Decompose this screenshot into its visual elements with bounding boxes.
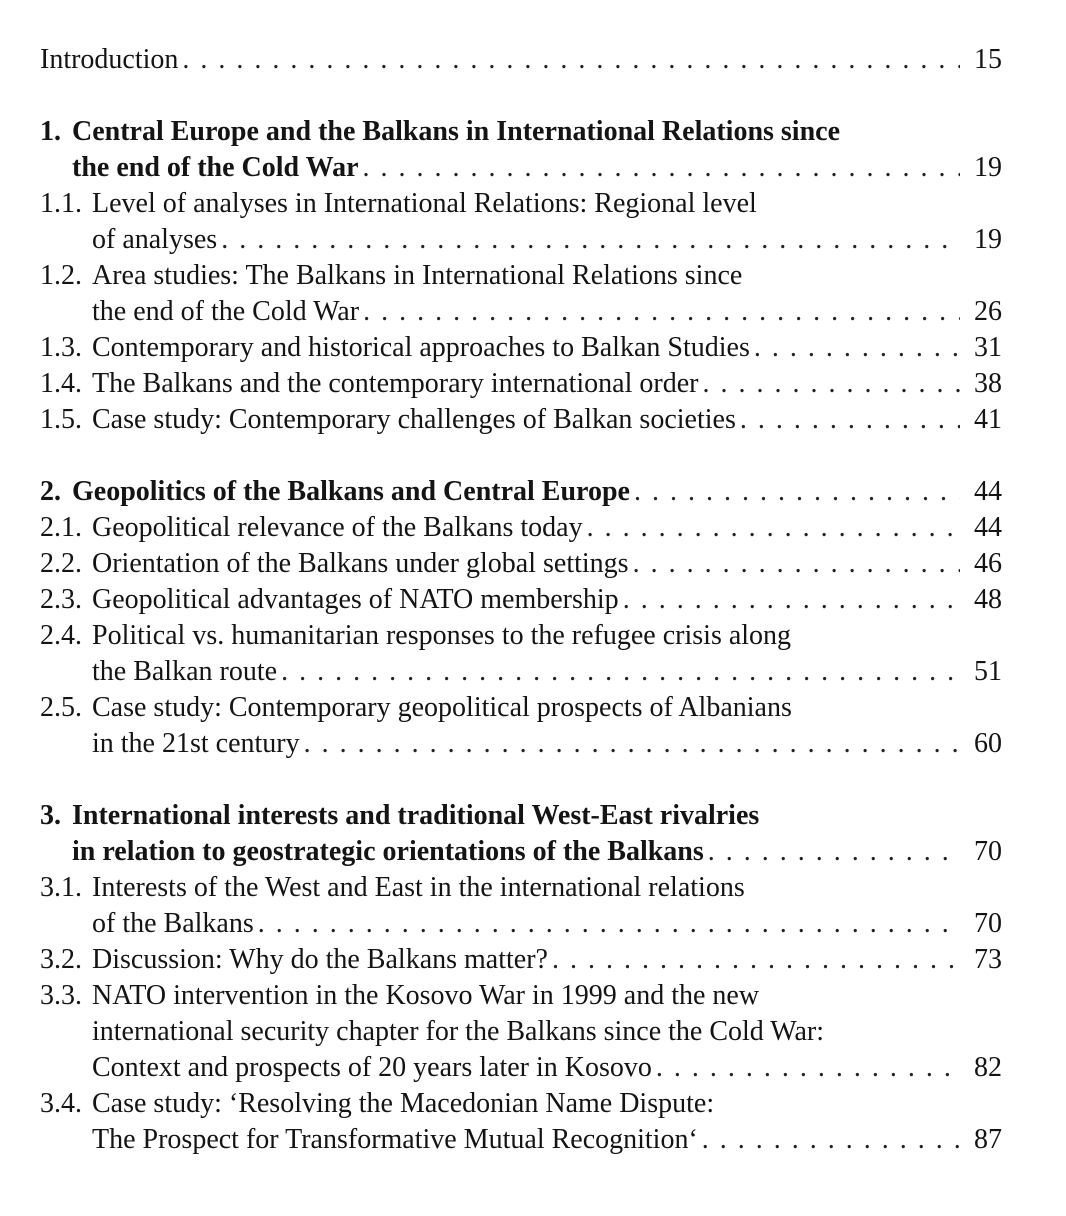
toc-section-1-3	[40, 330, 1002, 366]
toc-entry-title-line: of the Balkans	[92, 908, 254, 939]
dot-leader	[623, 582, 960, 618]
toc-page-number: 70	[974, 908, 1002, 939]
toc-section-number: 3.1.	[40, 872, 82, 903]
toc-entry-title-line: The Prospect for Transformative Mutual Recognition‘	[92, 1124, 698, 1155]
dot-leader	[754, 330, 960, 366]
toc-chapter-2	[40, 474, 1002, 510]
toc-page-number: 87	[974, 1124, 1002, 1155]
toc-entry-title-line: international security chapter for the Balkans since the Cold War:	[92, 1016, 824, 1047]
toc-page-number: 38	[974, 368, 1002, 399]
toc-section-3-4	[40, 1086, 1002, 1158]
toc-entry-title-line: Case study: Contemporary challenges of Balkan societies	[92, 404, 736, 435]
table-of-contents	[40, 42, 1002, 1158]
toc-entry-title-line: the Balkan route	[92, 656, 278, 687]
toc-section-number: 3.3.	[40, 980, 82, 1011]
toc-entry-title-line: of analyses	[92, 224, 218, 255]
dot-leader	[552, 942, 960, 978]
dot-leader	[702, 366, 960, 402]
toc-section-1-5	[40, 402, 1002, 438]
toc-section-number: 3.4.	[40, 1088, 82, 1119]
toc-section-2-1	[40, 510, 1002, 546]
toc-entry-title-line: Geopolitical relevance of the Balkans today	[92, 512, 583, 543]
toc-chapter-1	[40, 114, 1002, 186]
toc-page-number: 46	[974, 548, 1002, 579]
toc-entry-title-line: Area studies: The Balkans in International Relations since	[92, 260, 743, 291]
dot-leader	[656, 1050, 960, 1086]
toc-page-number: 15	[974, 44, 1002, 75]
toc-chapter-number: 1.	[40, 116, 61, 147]
toc-entry-title: Introduction	[40, 44, 179, 75]
toc-section-number: 1.1.	[40, 188, 82, 219]
toc-entry-title-line: the end of the Cold War	[72, 152, 359, 183]
toc-page-number: 60	[974, 728, 1002, 759]
toc-section-number: 2.2.	[40, 548, 82, 579]
toc-section-2-2	[40, 546, 1002, 582]
toc-entry-title-line: Contemporary and historical approaches to Balkan Studies	[92, 332, 750, 363]
toc-page-number: 51	[974, 656, 1002, 687]
toc-page-number: 48	[974, 584, 1002, 615]
toc-page-number: 82	[974, 1052, 1002, 1083]
toc-section-1-1	[40, 186, 1002, 258]
dot-leader	[363, 150, 961, 186]
toc-entry-title-line: Interests of the West and East in the international relations	[92, 872, 745, 903]
toc-chapter-number: 2.	[40, 476, 61, 507]
toc-section-number: 2.3.	[40, 584, 82, 615]
dot-leader	[363, 294, 960, 330]
toc-section-2-5	[40, 690, 1002, 762]
toc-chapter-number: 3.	[40, 800, 61, 831]
toc-entry-title-line: Case study: Contemporary geopolitical prospects of Albanians	[92, 692, 792, 723]
toc-chapter-3	[40, 798, 1002, 870]
toc-entry-title-line: NATO intervention in the Kosovo War in 1999 and the new	[92, 980, 760, 1011]
toc-page-number: 70	[974, 836, 1002, 867]
toc-page-number: 31	[974, 332, 1002, 363]
toc-section-3-3	[40, 978, 1002, 1086]
toc-entry-title-line: International interests and traditional West-East rivalries	[72, 800, 760, 831]
dot-leader	[708, 834, 960, 870]
toc-section-number: 1.4.	[40, 368, 82, 399]
dot-leader	[740, 402, 960, 438]
toc-section-number: 2.4.	[40, 620, 82, 651]
toc-entry-title-line: in relation to geostrategic orientations of the Balkans	[72, 836, 704, 867]
toc-section-1-4	[40, 366, 1002, 402]
toc-section-number: 2.1.	[40, 512, 82, 543]
dot-leader	[258, 906, 960, 942]
toc-entry-title-line: The Balkans and the contemporary international order	[92, 368, 699, 399]
toc-section-2-4	[40, 618, 1002, 690]
toc-section-3-2	[40, 942, 1002, 978]
dot-leader	[281, 654, 960, 690]
toc-entry-title-line: Case study: ‘Resolving the Macedonian Name Dispute:	[92, 1088, 715, 1119]
dot-leader	[304, 726, 960, 762]
toc-section-number: 1.3.	[40, 332, 82, 363]
toc-entry-title-line: Geopolitics of the Balkans and Central Europe	[72, 476, 630, 507]
dot-leader	[587, 510, 960, 546]
toc-section-number: 1.2.	[40, 260, 82, 291]
toc-entry-title-line: Orientation of the Balkans under global settings	[92, 548, 629, 579]
toc-entry-title-line: Geopolitical advantages of NATO membership	[92, 584, 619, 615]
toc-page-number: 44	[974, 476, 1002, 507]
toc-page-number: 44	[974, 512, 1002, 543]
toc-entry-introduction	[40, 42, 1002, 78]
dot-leader	[702, 1122, 960, 1158]
toc-entry-title-line: Level of analyses in International Relations: Regional level	[92, 188, 757, 219]
toc-section-3-1	[40, 870, 1002, 942]
toc-entry-title-line: Context and prospects of 20 years later in Kosovo	[92, 1052, 652, 1083]
dot-leader	[221, 222, 960, 258]
toc-entry-title-line: in the 21st century	[92, 728, 300, 759]
toc-section-1-2	[40, 258, 1002, 330]
toc-entry-title-line: Discussion: Why do the Balkans matter?	[92, 944, 548, 975]
dot-leader	[633, 546, 960, 582]
dot-leader	[182, 42, 960, 78]
toc-entry-title-line: the end of the Cold War	[92, 296, 360, 327]
toc-page-number: 73	[974, 944, 1002, 975]
toc-section-number: 1.5.	[40, 404, 82, 435]
toc-page-number: 41	[974, 404, 1002, 435]
toc-section-2-3	[40, 582, 1002, 618]
toc-page-number: 19	[974, 224, 1002, 255]
toc-entry-title-line: Central Europe and the Balkans in International Relations since	[72, 116, 841, 147]
toc-entry-title-line: Political vs. humanitarian responses to the refugee crisis along	[92, 620, 792, 651]
dot-leader	[634, 474, 960, 510]
toc-section-number: 2.5.	[40, 692, 82, 723]
toc-page-number: 26	[974, 296, 1002, 327]
toc-section-number: 3.2.	[40, 944, 82, 975]
toc-page-number: 19	[974, 152, 1002, 183]
